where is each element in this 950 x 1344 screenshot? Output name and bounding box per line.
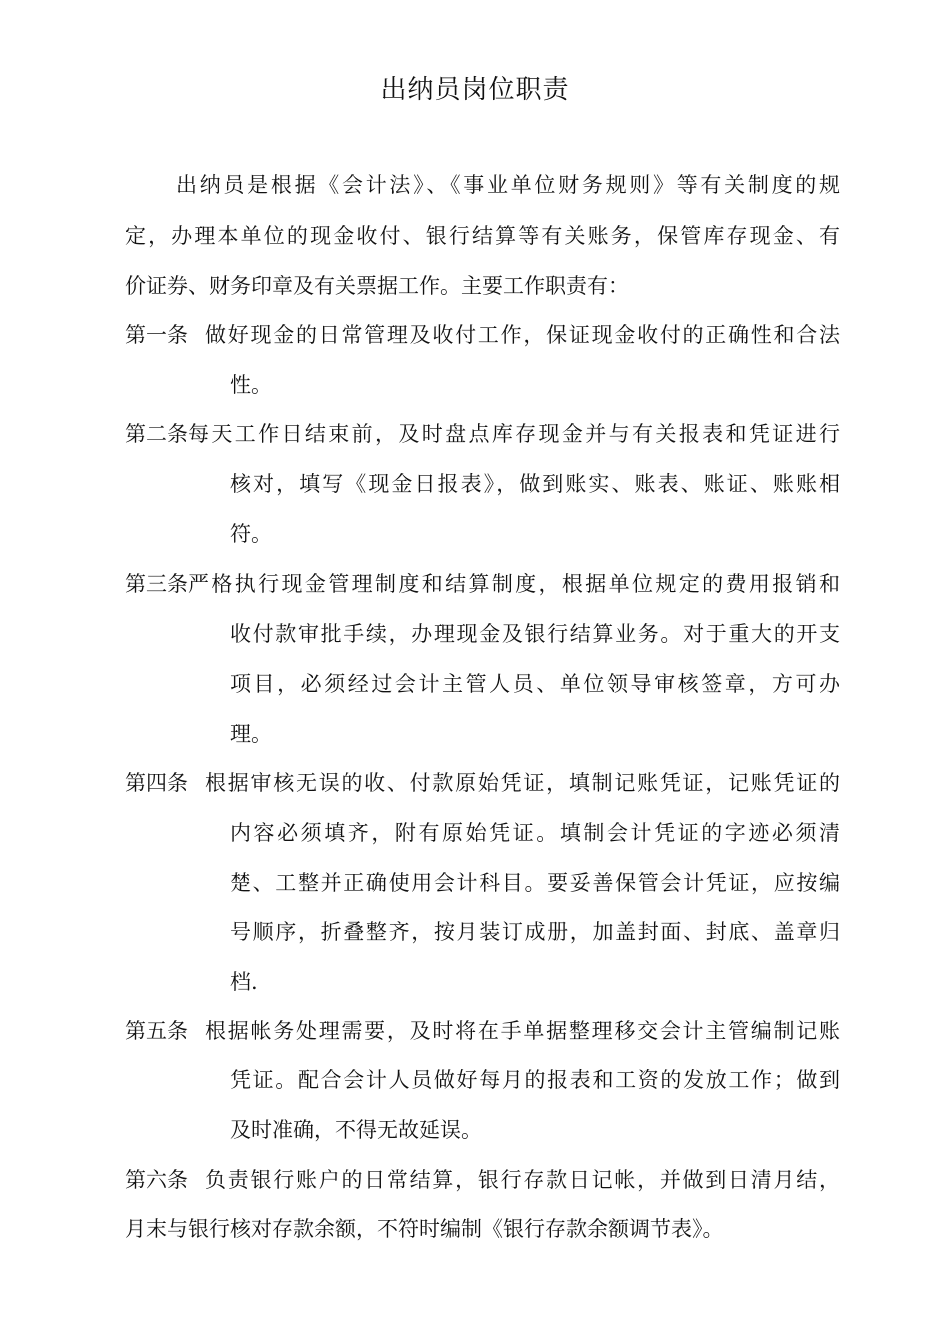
- article-6-line-1: 负责银行账户的日常结算，银行存款日记帐，并做到日清月结，: [205, 1168, 840, 1192]
- article-4-line-2: 内容必须填齐，附有原始凭证。填制会计凭证的字迹必须清: [230, 821, 840, 845]
- document-title: 出纳员岗位职责: [380, 75, 570, 105]
- article-1-line-2: 性。: [230, 373, 272, 397]
- article-4-line-1: 根据审核无误的收、付款原始凭证，填制记账凭证，记账凭证的: [205, 771, 840, 795]
- article-2-line-1: 每天工作日结束前，及时盘点库存现金并与有关报表和凭证进行: [188, 422, 840, 446]
- article-2-line-2: 核对，填写《现金日报表》，做到账实、账表、账证、账账相: [230, 472, 840, 496]
- article-3-line-2: 收付款审批手续，办理现金及银行结算业务。对于重大的开支: [230, 622, 840, 646]
- article-4-line-4: 号顺序，折叠整齐，按月装订成册，加盖封面、封底、盖章归: [230, 920, 840, 944]
- article-3-line-1: 严格执行现金管理制度和结算制度，根据单位规定的费用报销和: [188, 572, 840, 596]
- article-3-line-4: 理。: [230, 722, 272, 746]
- article-5-line-2: 凭证。配合会计人员做好每月的报表和工资的发放工作；做到: [230, 1068, 840, 1092]
- article-6-label: 第六条: [125, 1168, 188, 1192]
- intro-line-3: 价证券、财务印章及有关票据工作。主要工作职责有：: [125, 274, 629, 298]
- article-5-label: 第五条: [125, 1019, 188, 1043]
- article-1-line-1: 做好现金的日常管理及收付工作，保证现金收付的正确性和合法: [205, 323, 840, 347]
- article-6-line-2: 月末与银行核对存款余额，不符时编制《银行存款余额调节表》。: [125, 1217, 724, 1241]
- article-4-line-3: 楚、工整并正确使用会计科目。要妥善保管会计凭证，应按编: [230, 871, 840, 895]
- article-5-line-3: 及时准确，不得无故延误。: [230, 1118, 482, 1142]
- article-3-line-3: 项目，必须经过会计主管人员、单位领导审核签章，方可办: [230, 672, 840, 696]
- article-2-label: 第二条: [125, 422, 188, 446]
- article-5-line-1: 根据帐务处理需要，及时将在手单据整理移交会计主管编制记账: [205, 1019, 840, 1043]
- article-3-label: 第三条: [125, 572, 188, 596]
- intro-line-2: 定，办理本单位的现金收付、银行结算等有关账务，保管库存现金、有: [125, 224, 840, 248]
- intro-line-1: 出纳员是根据《会计法》、《事业单位财务规则》等有关制度的规: [176, 173, 840, 197]
- article-1-label: 第一条: [125, 323, 188, 347]
- article-2-line-3: 符。: [230, 522, 272, 546]
- article-4-line-5: 档.: [230, 970, 258, 994]
- article-4-label: 第四条: [125, 771, 188, 795]
